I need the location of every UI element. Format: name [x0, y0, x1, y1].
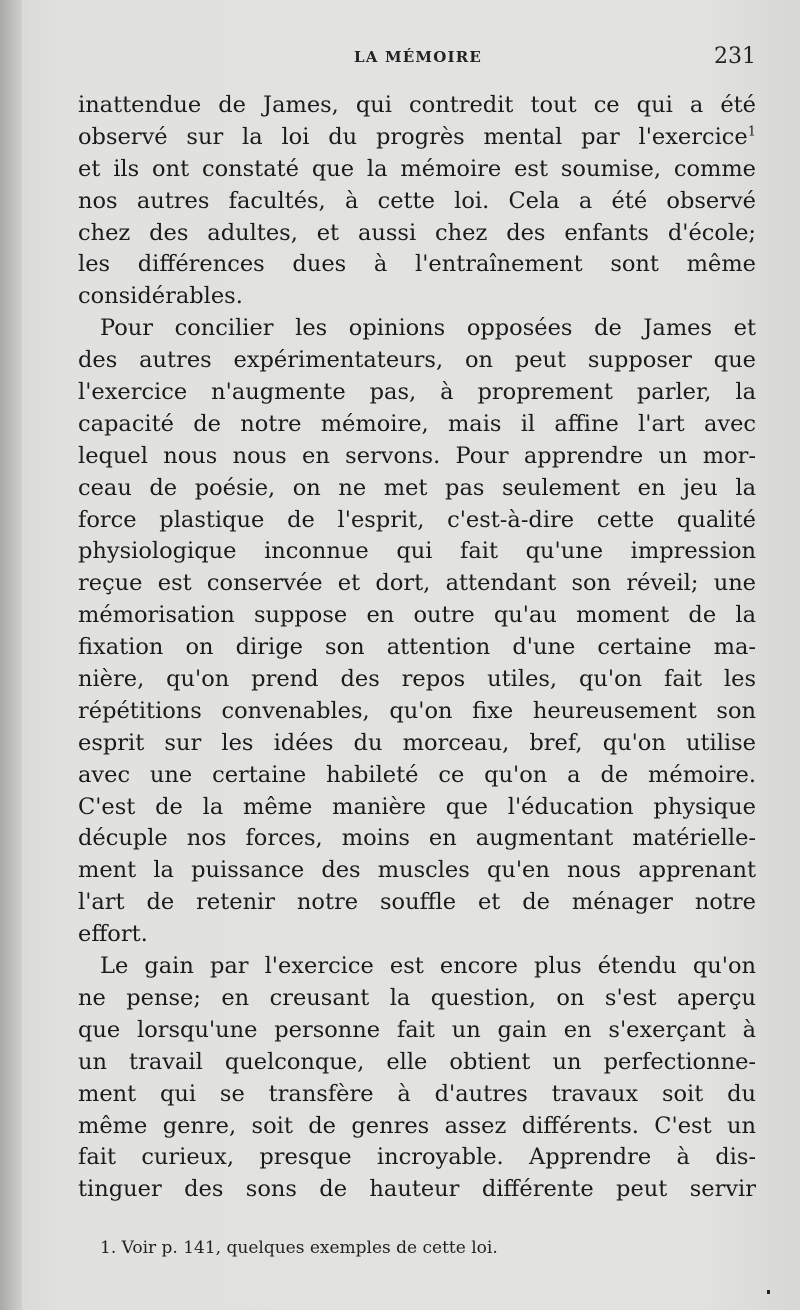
text-line: fixation on dirige son attention d'une certaine ma- [78, 634, 756, 661]
footnote-marker: 1 [747, 124, 756, 140]
text-line: ment qui se transfère à d'autres travaux soit du [78, 1080, 756, 1107]
text-line: capacité de notre mémoire, mais il affine l'art avec [78, 410, 756, 437]
text-line: tinguer des sons de hauteur différente peut servir [78, 1176, 756, 1203]
text-line: et ils ont constaté que la mémoire est soumise, comme [78, 155, 756, 182]
text-line: lequel nous nous en servons. Pour apprendre un mor- [78, 442, 756, 469]
text-line: ment la puissance des muscles qu'en nous apprenant [78, 857, 756, 884]
text-line-with-footnote [78, 122, 756, 154]
text-line: que lorsqu'une personne fait un gain en s'exerçant à [78, 1016, 756, 1043]
text-line: les différences dues à l'entraînement sont même [78, 251, 756, 278]
text-line: ceau de poésie, on ne met pas seulement en jeu la [78, 474, 756, 501]
text-line: effort. [78, 921, 148, 948]
text-line: force plastique de l'esprit, c'est-à-dire cette qualité [78, 506, 756, 533]
text-line: reçue est conservée et dort, attendant son réveil; une [78, 570, 756, 597]
running-title: LA MÉMOIRE [353, 48, 483, 66]
footnote: 1. Voir p. 141, quelques exemples de cette loi. [100, 1238, 498, 1258]
text-line: physiologique inconnue qui fait qu'une impression [78, 538, 756, 565]
paragraph-first-line: Le gain par l'exercice est encore plus étendu qu'on [100, 953, 756, 980]
paragraph-first-line: Pour concilier les opinions opposées de James et [100, 315, 756, 342]
scan-speck [767, 1290, 770, 1294]
text-line: chez des adultes, et aussi chez des enfants d'école; [78, 219, 756, 246]
text-line: ne pense; en creusant la question, on s'est aperçu [78, 984, 756, 1011]
text-line-content: observé sur la loi du progrès mental par l'exercice [78, 123, 748, 150]
text-line: C'est de la même manière que l'éducation physique [78, 793, 756, 820]
text-line: mémorisation suppose en outre qu'au moment de la [78, 602, 756, 629]
text-line: décuple nos forces, moins en augmentant matérielle- [78, 825, 756, 852]
text-line: nière, qu'on prend des repos utiles, qu'on fait les [78, 666, 756, 693]
text-line: esprit sur les idées du morceau, bref, qu'on utilise [78, 729, 756, 756]
text-line: répétitions convenables, qu'on fixe heureusement son [78, 697, 756, 724]
text-line: même genre, soit de genres assez différents. C'est un [78, 1112, 756, 1139]
body-text [78, 90, 756, 1206]
text-line: un travail quelconque, elle obtient un perfectionne- [78, 1048, 756, 1075]
text-line: considérables. [78, 283, 243, 310]
text-line: l'art de retenir notre souffle et de ménager notre [78, 889, 756, 916]
running-head [78, 44, 758, 72]
page-number: 231 [714, 44, 756, 69]
text-line: fait curieux, presque incroyable. Apprendre à dis- [78, 1144, 756, 1171]
text-line: l'exercice n'augmente pas, à proprement parler, la [78, 379, 756, 406]
text-line: des autres expérimentateurs, on peut supposer que [78, 347, 756, 374]
text-line: avec une certaine habileté ce qu'on a de mémoire. [78, 761, 756, 788]
text-line: nos autres facultés, à cette loi. Cela a été observé [78, 187, 756, 214]
text-line: inattendue de James, qui contredit tout ce qui a été [78, 92, 756, 118]
